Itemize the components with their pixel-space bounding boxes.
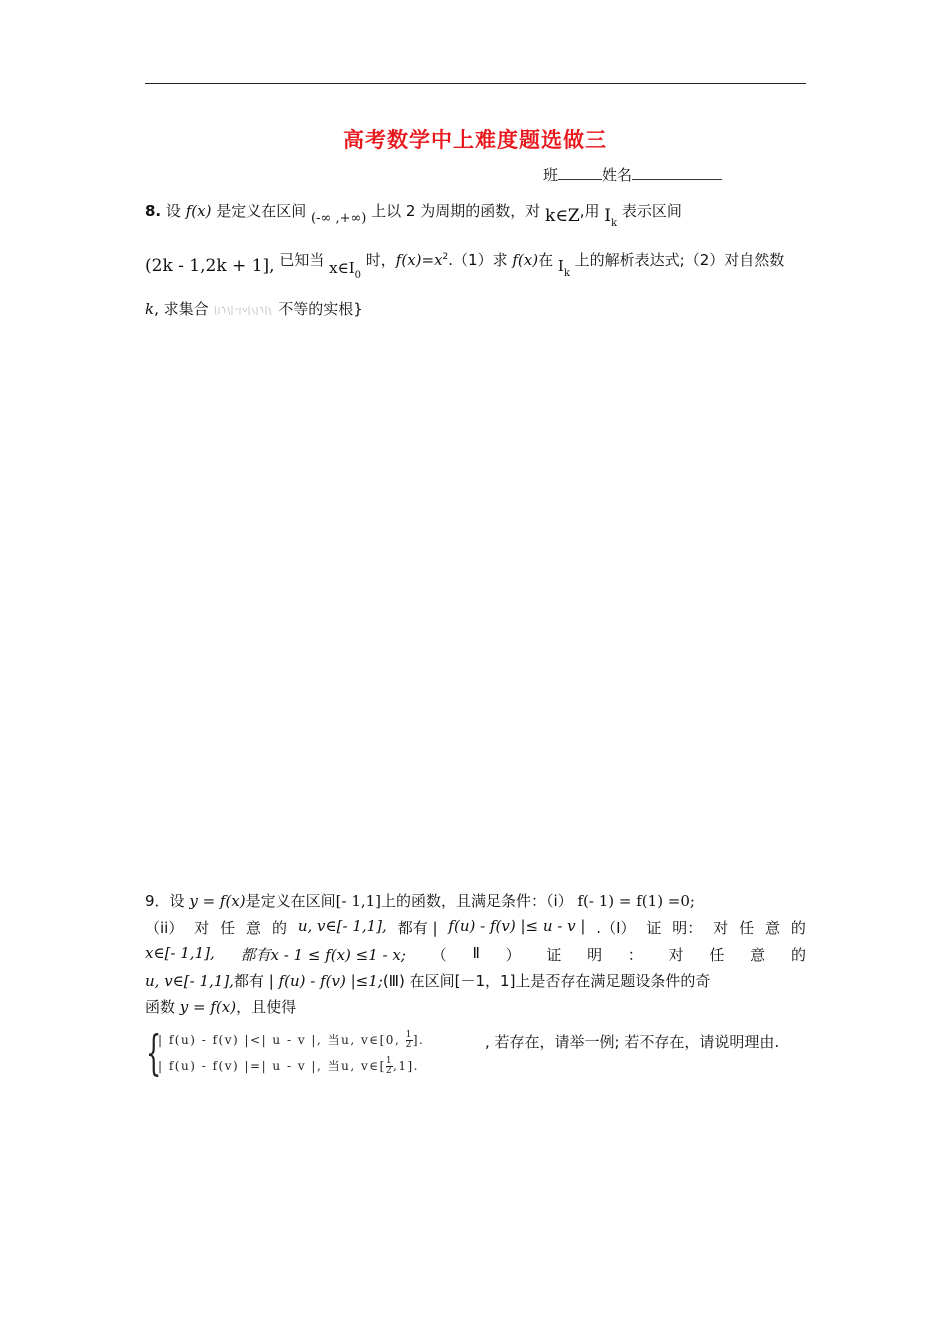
name-blank — [632, 165, 722, 180]
class-label: 班 — [543, 166, 559, 184]
problem9-question-tail: , 若存在，请举一例; 若不存在，请说明理由. — [485, 1033, 780, 1051]
garbled-formula-image — [213, 303, 273, 317]
header-rule — [145, 83, 806, 84]
left-brace: { — [146, 1025, 162, 1081]
problem9-line4: u, v∈[- 1,1],都有 | f(u) - f(v) |≤1;(Ⅲ) 在区间[－1，1]上是否存在满足题设条件的奇 — [145, 972, 711, 990]
system-row-2: | f(u) - f(v) |=| u - v |, 当u, v∈[ $\frac{1}{2}$ ,1]. — [158, 1056, 419, 1076]
problem8-line3: k, 求集合 不等的实根} — [145, 300, 363, 318]
system-row-1: | f(u) - f(v) |<| u - v |, 当u, v∈[0, $\frac{1}{2}$ ]. — [158, 1030, 425, 1050]
problem9-line1: 9．设 y = f(x)是定义在区间[- 1,1]上的函数，且满足条件：（i） f(- 1) = f(1) =0; — [145, 892, 695, 910]
class-blank — [558, 165, 602, 180]
problem9-line2: （ii） 对 任 意 的 u, v∈[- 1,1], 都有 | f(u) - f(v) |≤ u - v | .（Ⅰ） 证 明： 对 任 意 的 — [145, 917, 806, 937]
name-label: 姓名 — [602, 166, 633, 184]
class-name-line — [543, 164, 722, 185]
page-title: 高考数学中上难度题选做三 — [343, 128, 607, 152]
problem8-line2: (2k - 1,2k + 1], 已知当 $x\in I_0$ 时，$f(x)=x^2.(1)$求 f(x)在 $I_k$ 上的解析表达式;（2）对自然数 — [145, 251, 785, 281]
problem9-line5: 函数 y = f(x)，且使得 — [145, 998, 297, 1016]
problem9-line3: x∈[- 1,1], 都有x - 1 ≤ f(x) ≤1 - x; （ Ⅱ ） 证 明 ： 对 任 意 的 — [145, 944, 806, 964]
problem8-line1: 8. 设 f(x) 是定义在区间 (-∞ ,+∞) 上以 2 为周期的函数，对 k∈Z,用 $I_k$ 表示区间 — [145, 202, 682, 229]
